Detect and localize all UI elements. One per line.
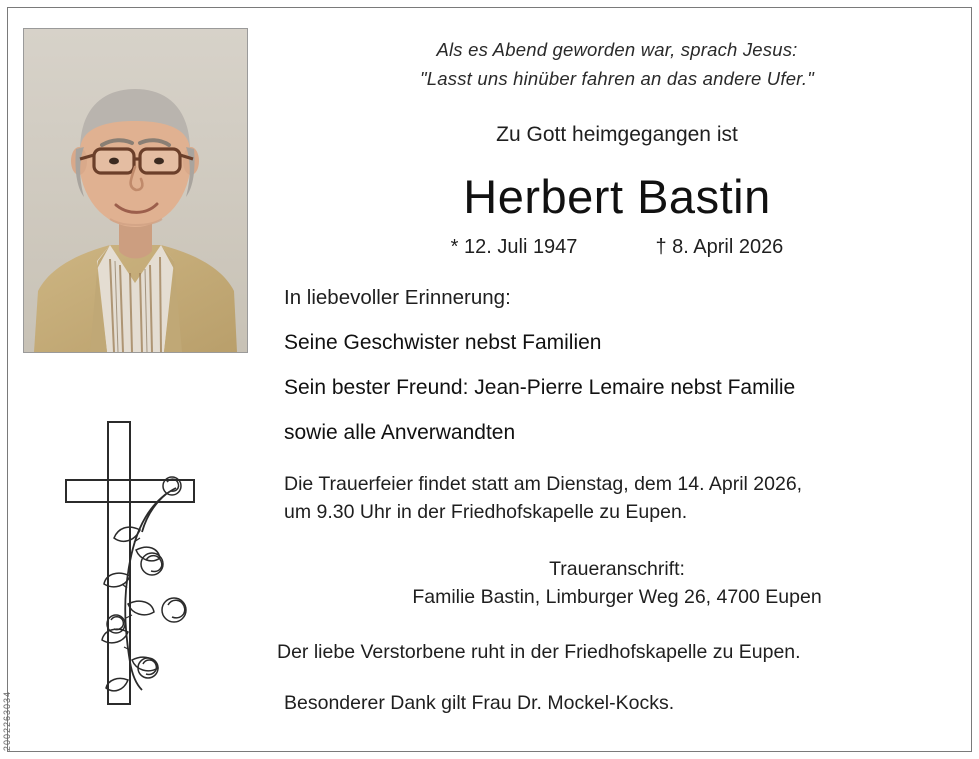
- side-reference-code: 2002263034: [2, 690, 12, 751]
- service-line-2: um 9.30 Uhr in der Friedhofskapelle zu Eupen.: [284, 501, 688, 524]
- funeral-service-info: [284, 471, 962, 526]
- special-thanks-note: Besonderer Dank gilt Frau Dr. Mockel-Kocks.: [284, 692, 675, 715]
- portrait-photo: [23, 28, 248, 353]
- service-line-1: Die Trauerfeier findet statt am Dienstag, dem 14. April 2026,: [284, 473, 803, 496]
- verse-line-2: "Lasst uns hinüber fahren an das andere Ufer.": [420, 67, 814, 89]
- deceased-name: Herbert Bastin: [463, 170, 771, 224]
- memory-heading: In liebevoller Erinnerung:: [284, 286, 511, 310]
- life-dates: [272, 236, 962, 259]
- resting-place-note: Der liebe Verstorbene ruht in der Friedhofskapelle zu Eupen.: [277, 641, 801, 664]
- verse-line-1: Als es Abend geworden war, sprach Jesus:: [436, 39, 798, 60]
- left-column: [16, 18, 266, 718]
- mourning-address: [272, 555, 962, 612]
- mourner-item: sowie alle Anverwandten: [284, 421, 516, 445]
- address-label: Traueranschrift:: [549, 557, 685, 580]
- bible-verse: [272, 36, 962, 93]
- mourner-item: Seine Geschwister nebst Familien: [284, 331, 602, 355]
- right-column: [272, 20, 962, 720]
- cross-with-roses-illustration: [56, 418, 226, 708]
- birth-date: * 12. Juli 1947: [450, 236, 578, 259]
- address-value: Familie Bastin, Limburger Weg 26, 4700 Eupen: [412, 585, 822, 608]
- death-date: † 8. April 2026: [655, 236, 784, 259]
- mourners-list: [284, 331, 962, 445]
- mourner-item: Sein bester Freund: Jean-Pierre Lemaire nebst Familie: [284, 376, 796, 400]
- intro-text: Zu Gott heimgegangen ist: [496, 123, 738, 147]
